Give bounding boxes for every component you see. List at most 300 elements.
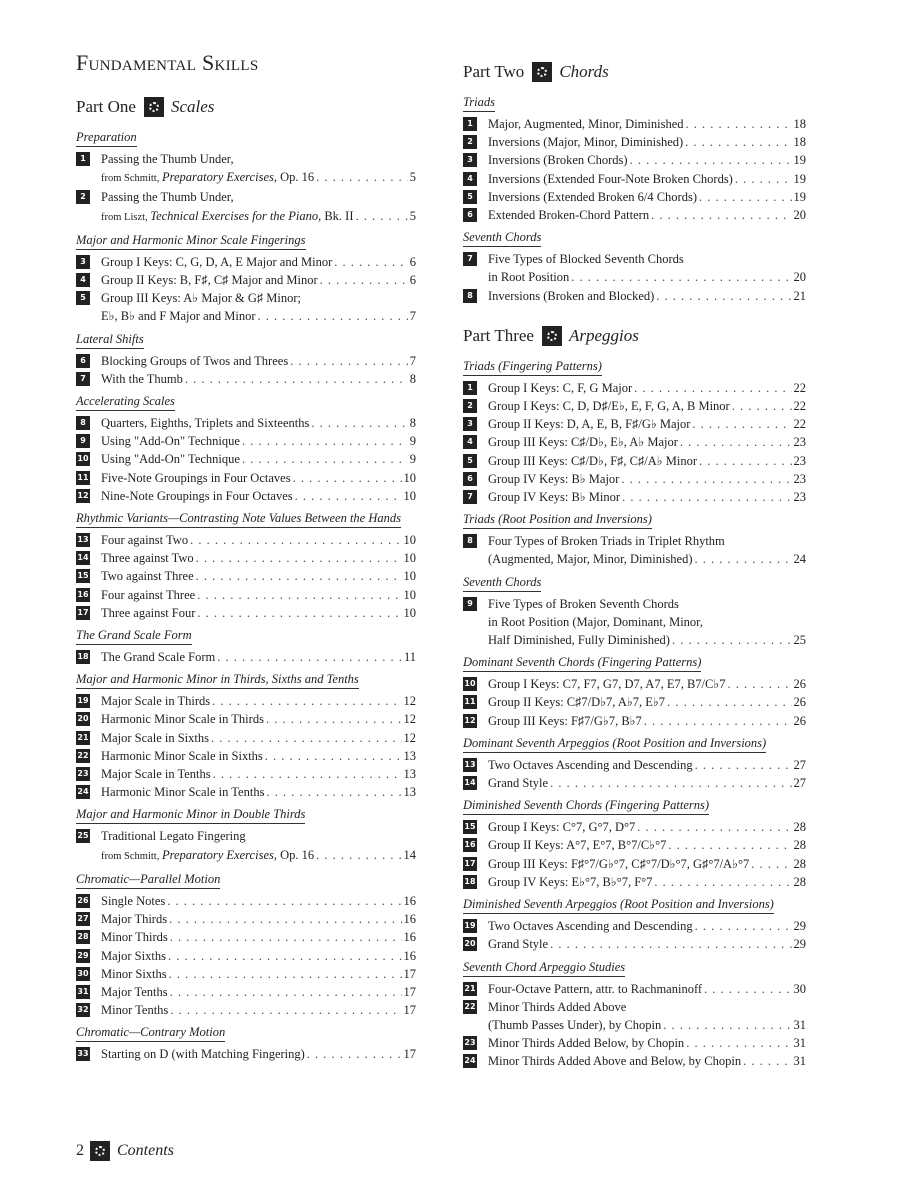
exercise-number-badge: 2 [463,135,477,149]
entry-text [101,432,416,450]
exercise-number-badge: 12 [463,714,477,728]
leader-dots [695,550,792,568]
page-title: Fundamental Skills [76,50,259,75]
entry-title [101,604,195,622]
page-number-ref: 28 [793,856,806,871]
entry-text [488,287,806,305]
entry-title [101,487,293,505]
entry-title [101,567,194,585]
leader-dots [356,207,408,225]
page-number-ref: 16 [403,930,416,945]
entry-line [101,947,416,965]
entry-text [488,855,806,873]
exercise-number-badge: 4 [76,273,90,287]
toc-entry[interactable] [76,253,416,271]
entry-text [488,818,806,836]
exercise-number-badge: 32 [76,1003,90,1017]
entry-title-text: in Root Position [488,270,570,285]
entry-title-text: Group I Keys: C7, F7, G7, D7, A7, E7, B7/C♭7 [488,677,726,692]
entry-line [488,550,806,568]
toc-entry[interactable] [463,532,806,568]
entry-title [101,765,211,783]
entry-line [101,692,416,710]
exercise-number-badge: 9 [463,597,477,611]
page-number-ref: 24 [793,552,806,567]
toc-entry[interactable] [463,133,806,151]
page-number-ref: 23 [793,471,806,486]
toc-entry[interactable] [76,965,416,983]
page-footer [76,1141,174,1161]
entry-line [101,648,416,666]
toc-entry[interactable] [76,414,416,432]
entry-title-text: from Schmitt, [101,173,162,185]
leader-dots [212,692,401,710]
entry-text [101,188,416,226]
entry-line [488,693,806,711]
exercise-number-badge: 4 [463,172,477,186]
entry-text [488,470,806,488]
leader-dots [211,729,402,747]
page-number-ref: 20 [793,270,806,285]
toc-entry[interactable] [463,452,806,470]
part-title: Arpeggios [568,325,639,345]
exercise-number-badge: 15 [76,569,90,583]
section-heading: Preparation [76,129,137,147]
toc-entry[interactable] [76,567,416,585]
toc-entry[interactable] [76,983,416,1001]
entry-title [101,352,288,370]
entry-text [101,549,416,567]
entry-title [488,170,733,188]
entry-text [101,965,416,983]
entry-line [101,352,416,370]
toc-entry[interactable] [463,917,806,935]
part-heading [463,55,806,89]
entry-line [488,397,806,415]
entry-title [101,692,210,710]
entry-title-text: Single Notes [101,893,166,908]
page-number-ref: 6 [409,273,416,288]
entry-text [488,170,806,188]
section-heading: Seventh Chord Arpeggio Studies [463,959,625,977]
footer-label: Contents [117,1142,174,1159]
entry-line [488,452,806,470]
entry-title [488,855,749,873]
entry-line [101,892,416,910]
leader-dots [266,710,402,728]
page-number-ref: 31 [793,1036,806,1051]
entry-text [488,756,806,774]
exercise-number-badge: 1 [463,117,477,131]
entry-line [488,998,806,1016]
exercise-number-badge: 20 [76,712,90,726]
toc-entry[interactable] [463,998,806,1034]
page-number-ref: 22 [793,417,806,432]
exercise-number-badge: 10 [463,677,477,691]
toc-entry[interactable] [463,115,806,133]
toc-entry[interactable] [463,774,806,792]
entry-title [488,133,683,151]
page-number-ref: 10 [403,569,416,584]
leader-dots [170,1001,401,1019]
exercise-number-badge: 18 [76,650,90,664]
leader-dots [293,469,402,487]
leader-dots [735,170,792,188]
entry-title-text: Starting on D (with Matching Fingering) [101,1047,305,1062]
leader-dots [630,151,792,169]
entry-text [488,415,806,433]
entry-title-text: Four against Two [101,533,189,548]
exercise-number-badge: 30 [76,967,90,981]
toc-entry[interactable] [76,432,416,450]
exercise-number-badge: 14 [76,551,90,565]
page-number-ref: 26 [793,695,806,710]
entry-line [101,253,416,271]
entry-line [101,846,416,866]
entry-title-text: Passing the Thumb Under, [101,190,234,205]
entry-title [488,1034,684,1052]
toc-entry[interactable] [76,710,416,728]
entry-line [101,910,416,928]
leader-dots [265,747,402,765]
entry-line [101,168,416,188]
toc-entry[interactable] [463,980,806,998]
toc-entry[interactable] [76,150,416,188]
toc-entry[interactable] [463,1052,806,1070]
page-number-ref: 26 [793,677,806,692]
entry-text [101,604,416,622]
entry-title-italic: Preparatory Exercises, [161,170,277,185]
entry-title [101,729,209,747]
entry-title [488,980,702,998]
entry-title-text: Group I Keys: C, D, D♯/E♭, E, F, G, A, B Minor [488,399,730,414]
toc-entry[interactable] [463,250,806,286]
toc-entry[interactable] [76,370,416,388]
page-number-ref: 31 [793,1017,806,1032]
entry-title-text: Group I Keys: C, G, D, A, E Major and Minor [101,254,333,269]
toc-entry[interactable] [76,783,416,801]
section-heading: Major and Harmonic Minor Scale Fingerings [76,232,306,250]
toc-entry[interactable] [76,289,416,325]
entry-title [101,150,234,168]
entry-title [488,550,693,568]
entry-text [488,595,806,650]
entry-title [488,613,703,631]
entry-title-text: Traditional Legato Fingering [101,829,246,844]
entry-title-text: Inversions (Broken Chords) [488,153,628,168]
entry-line [101,549,416,567]
entry-line [488,980,806,998]
leader-dots [316,846,401,864]
page-number-ref: 19 [793,189,806,204]
entry-title [101,549,194,567]
entry-title [101,289,301,307]
entry-title-text: Minor Thirds Added Above and Below, by Chopin [488,1054,742,1069]
leader-dots [197,604,401,622]
entry-title-text: in Root Position (Major, Dominant, Minor, [488,614,703,629]
entry-text [488,693,806,711]
exercise-number-badge: 16 [76,588,90,602]
leader-dots [550,774,791,792]
leader-dots [266,783,401,801]
toc-entry[interactable] [463,693,806,711]
entry-text [101,450,416,468]
leader-dots [242,450,408,468]
entry-title-text: Minor Tenths [101,1003,169,1018]
page-number-ref: 13 [403,785,416,800]
entry-text [101,531,416,549]
entry-line [488,415,806,433]
entry-title-text: Four Types of Broken Triads in Triplet Rhythm [488,534,725,549]
leader-dots [695,917,792,935]
toc-entry[interactable] [463,873,806,891]
exercise-number-badge: 8 [463,534,477,548]
toc-entry[interactable] [76,1045,416,1063]
entry-text [488,452,806,470]
entry-title-italic: Preparatory Exercises, [161,847,277,862]
entry-title-text: Group III Keys: A♭ Major & G♯ Minor; [101,291,301,306]
exercise-number-badge: 23 [463,1036,477,1050]
exercise-number-badge: 6 [76,354,90,368]
entry-line [101,983,416,1001]
entry-line [488,836,806,854]
entry-title [101,271,318,289]
page-number-ref: 13 [403,767,416,782]
entry-title-text: Grand Style [488,937,549,952]
entry-title [101,892,165,910]
leader-dots [197,586,401,604]
entry-text [101,892,416,910]
page-number-ref: 16 [403,893,416,908]
entry-text [488,532,806,568]
toc-entry[interactable] [463,935,806,953]
exercise-number-badge: 20 [463,937,477,951]
toc-entry[interactable] [463,188,806,206]
entry-text [488,1034,806,1052]
entry-title-text: from Schmitt, [101,850,162,862]
leader-dots [311,414,407,432]
toc-entry[interactable] [76,271,416,289]
exercise-number-badge: 4 [463,435,477,449]
entry-text [488,836,806,854]
leader-dots [680,433,792,451]
leader-dots [334,253,408,271]
entry-line [488,818,806,836]
part-title: Scales [170,97,215,116]
toc-entry[interactable] [76,352,416,370]
toc-entry[interactable] [463,379,806,397]
entry-text [101,469,416,487]
entry-title [488,250,684,268]
page-number-ref: 10 [403,605,416,620]
entry-text [488,151,806,169]
leader-dots [217,648,402,666]
entry-title-text: Group III Keys: C♯/D♭, F♯, C♯/A♭ Minor [488,453,698,468]
exercise-number-badge: 18 [463,875,477,889]
toc-entry[interactable] [463,170,806,188]
toc-entry[interactable] [463,1034,806,1052]
entry-title-text: Major Thirds [101,912,168,927]
toc-entry[interactable] [76,586,416,604]
toc-entry[interactable] [76,648,416,666]
toc-entry[interactable] [463,397,806,415]
part-label: Part One [76,97,136,116]
toc-entry[interactable] [76,765,416,783]
toc-entry[interactable] [76,531,416,549]
page-number-ref: 23 [793,435,806,450]
entry-title-text: Quarters, Eighths, Triplets and Sixteenths [101,416,310,431]
toc-entry[interactable] [76,1001,416,1019]
toc-entry[interactable] [76,892,416,910]
exercise-number-badge: 13 [463,758,477,772]
toc-entry[interactable] [463,151,806,169]
exercise-number-badge: 6 [463,472,477,486]
page-number-ref: 18 [793,117,806,131]
page-number-ref: 14 [403,847,416,862]
book-logo-icon [542,326,562,346]
page-number-ref: 13 [403,748,416,763]
entry-title-text: Minor Thirds Added Above [488,999,627,1014]
exercise-number-badge: 23 [76,767,90,781]
entry-title-text: Three against Two [101,551,194,566]
leader-dots [654,873,791,891]
entry-title-suffix: Bk. II [321,208,354,223]
toc-entry[interactable] [76,549,416,567]
toc-entry[interactable] [76,827,416,865]
page-number-ref: 5 [409,208,416,223]
section-heading: Triads (Fingering Patterns) [463,358,602,376]
exercise-number-badge: 5 [463,454,477,468]
entry-title [488,188,697,206]
entry-title-text: Inversions (Major, Minor, Diminished) [488,135,684,150]
toc-entry[interactable] [463,488,806,506]
entry-title-text: Inversions (Broken and Blocked) [488,288,655,303]
entry-title-text: Group II Keys: C♯7/D♭7, A♭7, E♭7 [488,695,666,710]
page-number-ref: 23 [793,490,806,505]
exercise-number-badge: 12 [76,489,90,503]
page-number-ref: 12 [403,712,416,727]
page-number-ref: 9 [409,452,416,467]
toc-entry[interactable] [463,756,806,774]
section-heading: Major and Harmonic Minor in Thirds, Sixths and Tenths [76,671,359,689]
toc-entry[interactable] [463,836,806,854]
leader-dots [644,712,792,730]
entry-title-text: Five Types of Broken Seventh Chords [488,596,679,611]
entry-line [101,747,416,765]
toc-entry[interactable] [463,595,806,650]
entry-title-italic: Technical Exercises for the Piano, [150,208,322,223]
entry-line [101,207,416,227]
entry-title [101,928,168,946]
toc-entry[interactable] [463,818,806,836]
entry-text [488,712,806,730]
entry-title [488,115,684,133]
section-heading: Diminished Seventh Arpeggios (Root Position and Inversions) [463,896,774,914]
entry-title-text: Five Types of Blocked Seventh Chords [488,252,684,267]
page-number-ref: 16 [403,912,416,927]
toc-entry[interactable] [76,910,416,928]
leader-dots [685,133,791,151]
page-number-ref: 29 [793,919,806,934]
entry-title-text: Passing the Thumb Under, [101,152,234,166]
entry-title [101,747,263,765]
entry-title [488,151,628,169]
toc-entry[interactable] [76,947,416,965]
entry-line [101,487,416,505]
toc-entry[interactable] [463,287,806,305]
entry-text [488,917,806,935]
toc-entry[interactable] [76,928,416,946]
entry-text [488,133,806,151]
entry-title-text: Using "Add-On" Technique [101,434,240,449]
leader-dots [550,935,791,953]
toc-entry[interactable] [76,487,416,505]
entry-text [101,487,416,505]
entry-title [488,206,649,224]
page-number-ref: 26 [793,713,806,728]
entry-line [101,567,416,585]
page-number-ref: 17 [403,1003,416,1018]
entry-title-text: Group II Keys: D, A, E, B, F♯/G♭ Major [488,417,691,432]
entry-line [101,469,416,487]
leader-dots [728,675,792,693]
section-heading: Rhythmic Variants—Contrasting Note Values Between the Hands [76,510,401,528]
entry-line [101,150,416,168]
page-number-ref: 17 [403,966,416,981]
toc-entry[interactable] [76,692,416,710]
entry-title [101,307,256,325]
part-label: Part Two [463,62,525,81]
section-heading: The Grand Scale Form [76,627,192,645]
toc-entry[interactable] [76,450,416,468]
entry-text [101,352,416,370]
entry-title [488,675,726,693]
entry-line [488,756,806,774]
exercise-number-badge: 7 [463,490,477,504]
toc-entry[interactable] [463,470,806,488]
entry-line [488,170,806,188]
exercise-number-badge: 31 [76,985,90,999]
page-number-ref: 10 [403,470,416,485]
toc-entry[interactable] [463,206,806,224]
toc-entry[interactable] [463,712,806,730]
entry-title-text: Two Octaves Ascending and Descending [488,757,693,772]
toc-entry[interactable] [76,469,416,487]
entry-title-text: Group IV Keys: B♭ Major [488,471,620,486]
toc-entry[interactable] [76,729,416,747]
leader-dots [672,631,792,649]
entry-text [101,253,416,271]
page-number-ref: 22 [793,380,806,395]
toc-entry[interactable] [76,604,416,622]
toc-entry[interactable] [463,433,806,451]
toc-entry[interactable] [463,675,806,693]
toc-entry[interactable] [76,747,416,765]
toc-entry[interactable] [463,855,806,873]
section-heading: Dominant Seventh Arpeggios (Root Position and Inversions) [463,735,766,753]
exercise-number-badge: 22 [463,1000,477,1014]
entry-text [101,827,416,865]
entry-title [488,818,635,836]
entry-title [101,910,167,928]
toc-entry[interactable] [463,415,806,433]
entry-title [101,188,234,206]
entry-title [488,712,642,730]
toc-entry[interactable] [76,188,416,226]
exercise-number-badge: 2 [76,190,90,204]
entry-line [101,289,416,307]
page-number-ref: 10 [403,488,416,503]
